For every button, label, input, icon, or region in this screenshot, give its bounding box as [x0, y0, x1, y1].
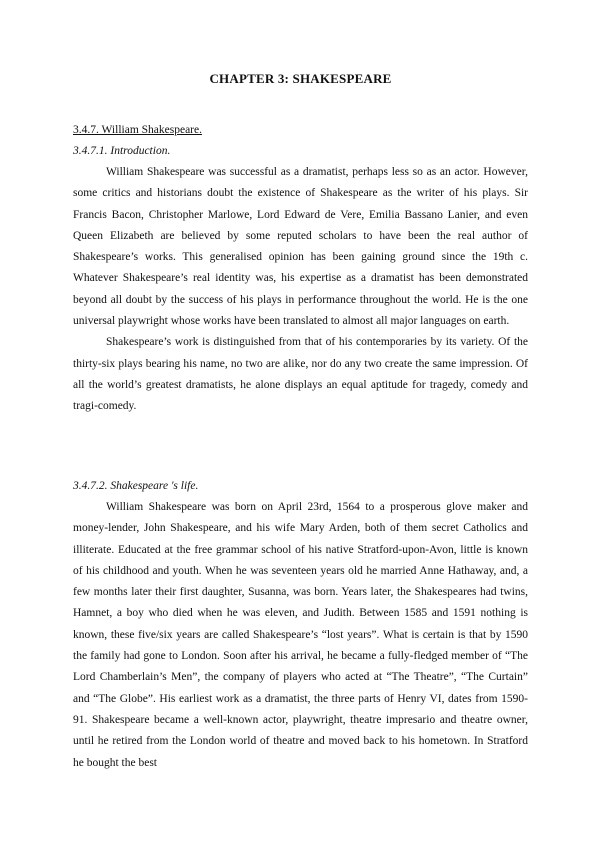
section-shakespeares-life — [73, 476, 528, 774]
paragraph-introduction-1: William Shakespeare was successful as a dramatist, perhaps less so as an actor. However, some critics and historians doubt the existence of Shakespeare as the writer of his plays. Sir Francis Bacon, Christopher Marlowe, Lord Edward de Vere, Emilia Bassano Lanier, and even Queen Elizabeth are believed by some reputed scholars to have been the real author of Shakespeare’s works. This generalised opinion has been gaining ground since the 19th c. Whatever Shakespeare’s real identity was, his expertise as a dramatist has been demonstrated beyond all doubt by the success of his plays in performance throughout the world. He is the one universal playwright whose works have been translated to almost all major languages on earth. — [73, 166, 528, 328]
subsection-heading-introduction: 3.4.7.1. Introduction. — [73, 145, 171, 157]
paragraph-introduction-2: Shakespeare’s work is distinguished from that of his contemporaries by its variety. Of the thirty-six plays bearing his name, no two are alike, nor do any two create the same impression. Of all the world’s greatest dramatists, he alone displays an equal aptitude for tragedy, comedy and tragi-comedy. — [73, 336, 528, 413]
section-heading: 3.4.7. William Shakespeare. — [73, 124, 202, 136]
section-william-shakespeare — [73, 120, 528, 418]
chapter-title: CHAPTER 3: SHAKESPEARE — [209, 71, 392, 86]
paragraph-life-1: William Shakespeare was born on April 23rd, 1564 to a prosperous glove maker and money-lender, John Shakespeare, and his wife Mary Arden, both of them secret Catholics and illiterate. Educated at the free grammar school of his native Stratford-upon-Avon, little is known of his childhood and youth. When he was seventeen years old he married Anne Hathaway, and, a few months later their first daughter, Susanna, was born. Years later, the Shakespeares had twins, Hamnet, a boy who died when he was eleven, and Judith. Between 1585 and 1591 nothing is known, these five/six years are called Shakespeare’s “lost years”. What is certain is that by 1590 the family had gone to London. Soon after his arrival, he became a fully-fledged member of “The Lord Chamberlain’s Men”, the company of players who acted at “The Theatre”, “The Curtain” and “The Globe”. His earliest work as a dramatist, the three parts of Henry VI, dates from 1590-91. Shakespeare became a well-known actor, playwright, theatre impresario and theatre owner, until he retired from the London world of theatre and moved back to his hometown. In Stratford he bought the best — [73, 501, 528, 769]
subsection-heading-life: 3.4.7.2. Shakespeare 's life. — [73, 480, 199, 492]
